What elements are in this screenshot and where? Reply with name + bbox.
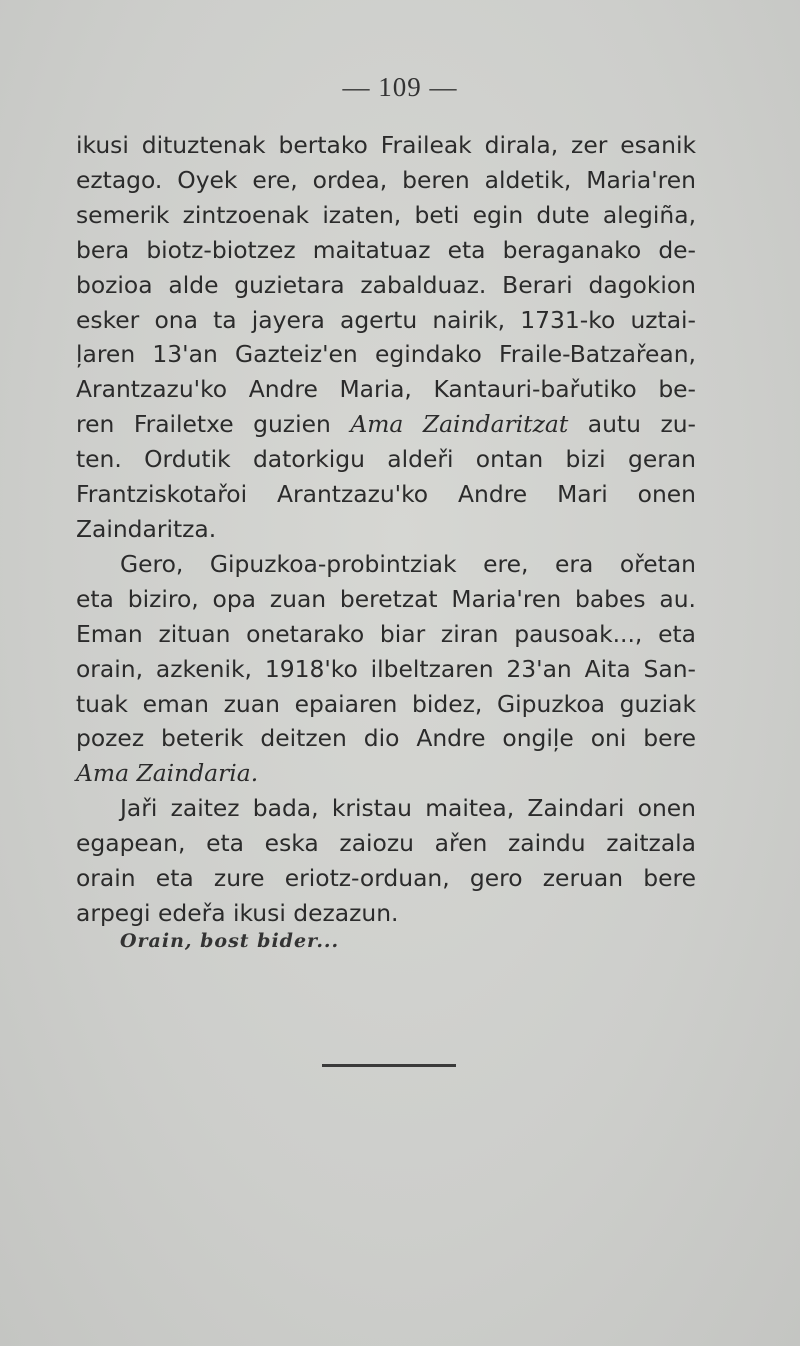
text-line: esker ona ta jayera agertu nairik, 1731-ko uztai- [76,305,696,334]
text-line: orain, azkenik, 1918'ko ilbeltzaren 23'an Aita San- [76,654,696,683]
text-line: Zaindaritza. [76,514,217,543]
text-line: eta biziro, opa zuan beretzat Maria'ren babes au. [76,584,696,613]
paragraph-3 [76,791,696,931]
text-line: Arantzazu'ko Andre Maria, Kantauri-bařutiko be- [76,375,696,404]
text-line: arpegi edeřa ikusi dezazun. [76,898,399,927]
text-body [76,128,696,931]
text-segment: autu zu- [568,410,696,439]
text-line: ten. Ordutik datorkigu aldeři ontan bizi geran [76,445,696,474]
text-segment: ren Frailetxe guzien [76,410,351,439]
text-line: bozioa alde guzietara zabalduaz. Berari dagokion [76,270,696,299]
end-rule [322,1064,456,1067]
italic-title: Ama Zaindaritzat [350,410,569,439]
text-line: bera biotz-biotzez maitatuaz eta beraganako de- [76,235,696,264]
text-line-with-italic [76,407,696,442]
paragraph-1 [76,128,696,547]
page-number: — 109 — [342,72,458,102]
italic-title: Ama Zaindaria. [76,759,259,788]
text-line: Frantziskotařoi Arantzazu'ko Andre Mari onen [76,480,696,509]
text-line: egapean, eta eska zaiozu ařen zaindu zaitzala [76,829,696,858]
text-line: orain eta zure eriotz-orduan, gero zeruan bere [76,864,696,893]
text-line: Jaři zaitez bada, kristau maitea, Zaindari onen [120,794,696,823]
text-line: Gero, Gipuzkoa-probintziak ere, era ořetan [120,549,696,578]
text-line: pozez beterik deitzen dio Andre ongiļe oni bere [76,724,696,753]
text-line: Eman zituan onetarako biar ziran pausoak..., eta [76,619,696,648]
text-line: ļaren 13'an Gazteiz'en egindako Fraile-Batzařean, [76,340,696,369]
text-line: semerik zintzoenak izaten, beti egin dute alegiña, [76,200,696,229]
closing-instruction: Orain, bost bider... [120,930,340,952]
text-line: tuak eman zuan epaiaren bidez, Gipuzkoa guziak [76,689,696,718]
paragraph-2 [76,547,696,791]
text-line: ikusi dituztenak bertako Fraileak dirala, zer esanik [76,131,696,159]
text-line: eztago. Oyek ere, ordea, beren aldetik, Maria'ren [76,165,696,194]
